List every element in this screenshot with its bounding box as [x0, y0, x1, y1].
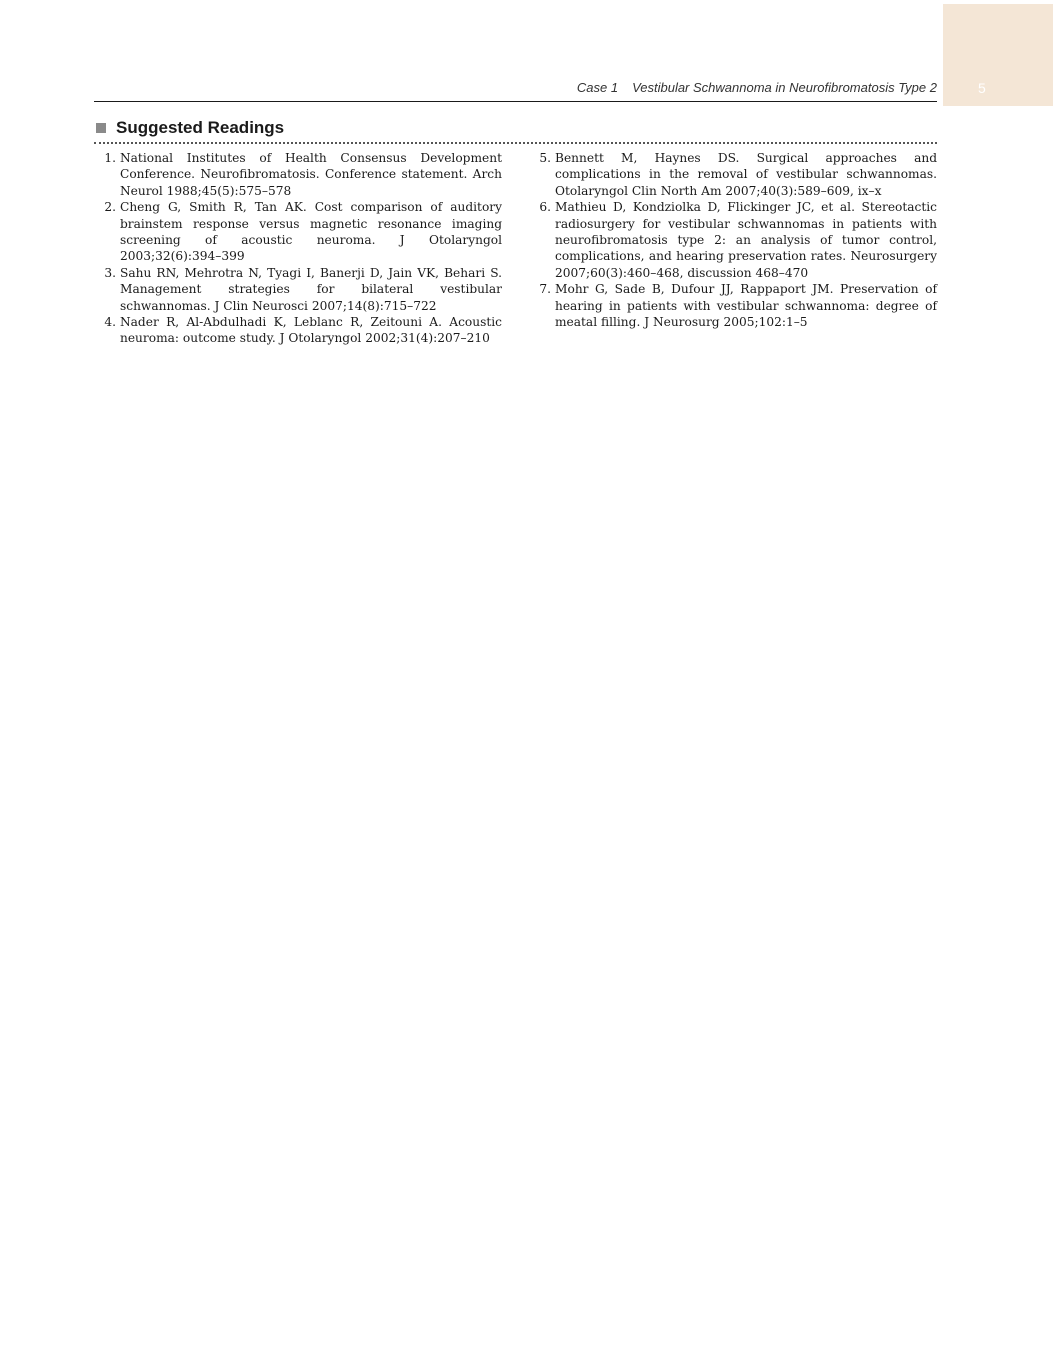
- reference-text: Nader R, Al-Abdulhadi K, Leblanc R, Zeitouni A. Acoustic neuroma: outcome study. J Otolaryngol 2002;31(4):207–210: [120, 315, 502, 346]
- reference-item: [104, 199, 502, 265]
- section-title: Suggested Readings: [116, 118, 285, 137]
- reference-text: Mohr G, Sade B, Dufour JJ, Rappaport JM. Preservation of hearing in patients with vestibular schwannoma: degree of meatal filling. J Neurosurg 2005;102:1–5: [555, 282, 937, 330]
- reference-item: [104, 314, 502, 347]
- reference-text: Bennett M, Haynes DS. Surgical approaches and complications in the removal of vestibular schwannomas. Otolaryngol Clin North Am 2007;40(3):589–609, ix–x: [555, 151, 937, 198]
- reference-number: 4.: [104, 315, 116, 330]
- page-corner-tab: [943, 4, 1053, 106]
- case-label: Case 1: [576, 80, 619, 95]
- reference-list-right: [539, 150, 937, 330]
- section-heading: [96, 118, 284, 138]
- header-rule: [94, 101, 937, 102]
- reference-number: 6.: [539, 200, 551, 215]
- reference-item: [104, 150, 502, 199]
- reference-item: [539, 150, 937, 199]
- reference-number: 3.: [104, 265, 116, 280]
- reference-item: [539, 281, 937, 330]
- reference-number: 1.: [104, 151, 116, 165]
- running-head: [94, 80, 937, 95]
- reference-text: Sahu RN, Mehrotra N, Tyagi I, Banerji D, Jain VK, Behari S. Management strategies for bilateral vestibular schwannomas. J Clin Neurosci 2007;14(8):715–722: [120, 265, 502, 313]
- reference-item: [104, 265, 502, 314]
- reference-text: National Institutes of Health Consensus Development Conference. Neurofibromatosis. Conference statement. Arch Neurol 1988;45(5):575–578: [120, 151, 502, 198]
- chapter-title: Vestibular Schwannoma in Neurofibromatosis Type 2: [632, 80, 937, 95]
- square-bullet-icon: [96, 123, 106, 133]
- reference-item: [539, 199, 937, 281]
- reference-number: 2.: [104, 200, 116, 215]
- reference-text: Mathieu D, Kondziolka D, Flickinger JC, et al. Stereotactic radiosurgery for vestibular schwannomas in patients with neurofibromatosis type 2: an analysis of tumor control, complications, and hearing preservation rates. Neurosurgery 2007;60(3):460–468, discussion 468–470: [555, 200, 937, 280]
- reference-number: 7.: [539, 282, 551, 297]
- references-right-column: [539, 150, 937, 330]
- dotted-divider: [94, 142, 937, 144]
- reference-number: 5.: [539, 151, 551, 165]
- reference-text: Cheng G, Smith R, Tan AK. Cost comparison of auditory brainstem response versus magnetic resonance imaging screening of acoustic neuroma. J Otolaryngol 2003;32(6):394–399: [120, 200, 502, 264]
- page-number: 5: [978, 80, 986, 96]
- reference-list-left: [104, 150, 502, 347]
- references-left-column: [104, 150, 502, 347]
